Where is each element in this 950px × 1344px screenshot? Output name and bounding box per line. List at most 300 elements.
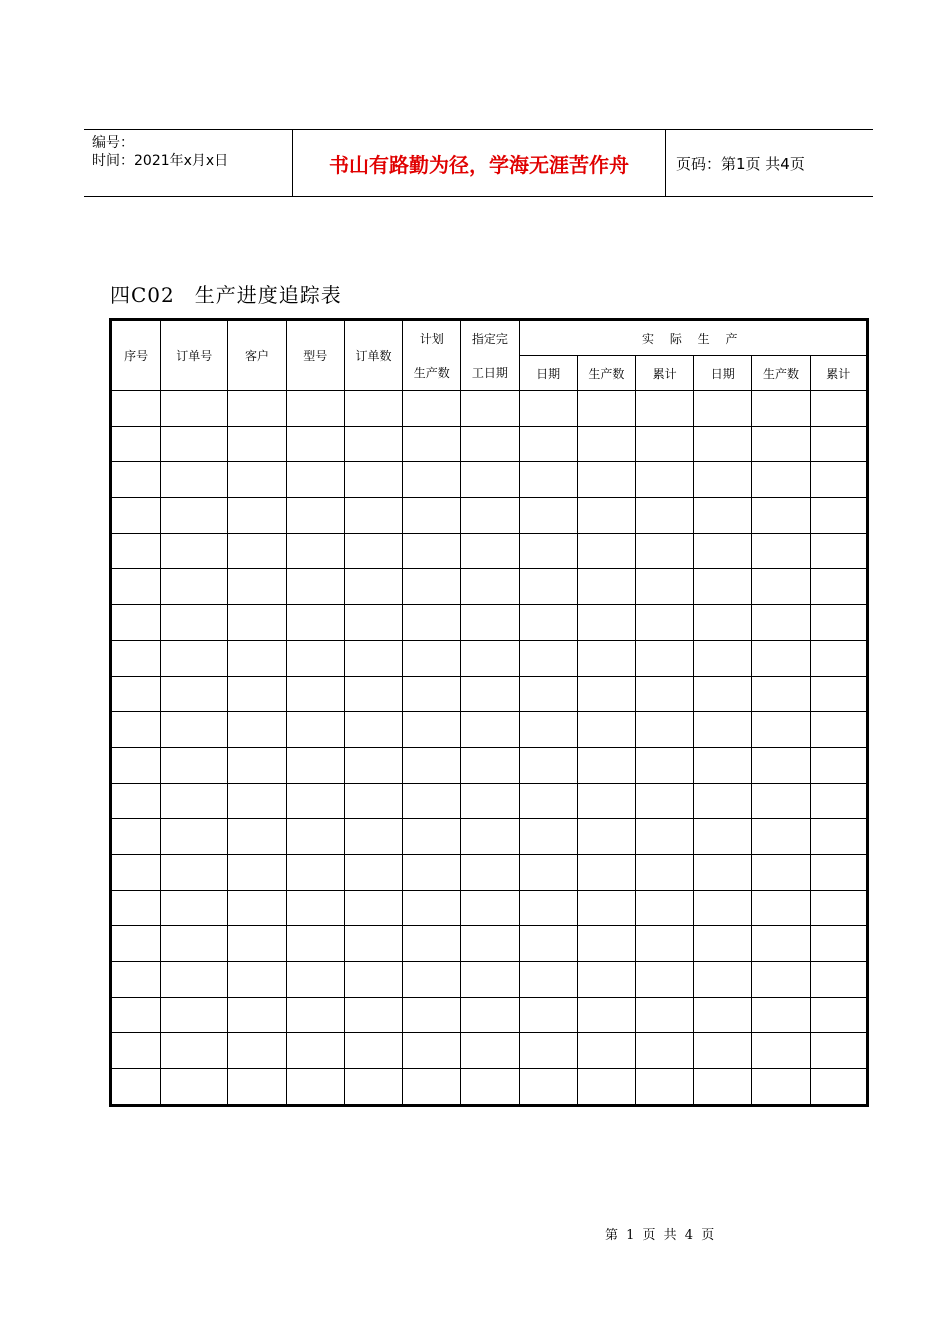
table-cell [461, 819, 519, 855]
table-cell [635, 498, 693, 534]
table-cell [694, 712, 752, 748]
table-cell [286, 391, 344, 427]
table-cell [228, 462, 286, 498]
col-header-sub-date: 日期 [694, 356, 752, 391]
table-cell [161, 783, 228, 819]
time-label: 时间：2021年x月x日 [92, 153, 229, 169]
table-cell [286, 462, 344, 498]
header-meta [84, 130, 293, 197]
table-cell [635, 533, 693, 569]
table-cell [161, 712, 228, 748]
table-cell [228, 640, 286, 676]
table-cell [810, 533, 867, 569]
table-row [111, 605, 868, 641]
table-cell [519, 926, 577, 962]
table-cell [286, 569, 344, 605]
table-cell [635, 747, 693, 783]
table-cell [286, 676, 344, 712]
table-row [111, 569, 868, 605]
table-cell [577, 533, 635, 569]
table-cell [519, 1069, 577, 1106]
table-cell [752, 462, 810, 498]
col-header-plan [403, 320, 461, 391]
col-header-sub-total: 累计 [810, 356, 867, 391]
col-header-actual: 实 际 生 产 [519, 320, 867, 356]
table-cell [228, 854, 286, 890]
table-cell [228, 533, 286, 569]
table-cell [519, 854, 577, 890]
table-cell [286, 1069, 344, 1106]
table-cell [577, 498, 635, 534]
table-cell [752, 640, 810, 676]
table-cell [111, 997, 161, 1033]
table-cell [577, 890, 635, 926]
table-cell [403, 712, 461, 748]
table-cell [228, 712, 286, 748]
table-cell [635, 712, 693, 748]
table-cell [344, 712, 402, 748]
table-cell [694, 783, 752, 819]
table-cell [111, 640, 161, 676]
table-cell [111, 426, 161, 462]
table-cell [161, 962, 228, 998]
table-cell [577, 997, 635, 1033]
table-cell [286, 926, 344, 962]
table-cell [403, 533, 461, 569]
table-cell [228, 962, 286, 998]
table-row [111, 997, 868, 1033]
table-cell [752, 890, 810, 926]
table-cell [461, 747, 519, 783]
table-cell [228, 783, 286, 819]
table-cell [752, 1069, 810, 1106]
table-cell [461, 712, 519, 748]
table-cell [519, 462, 577, 498]
table-cell [810, 1069, 867, 1106]
table-cell [286, 712, 344, 748]
table-cell [461, 605, 519, 641]
table-cell [344, 1033, 402, 1069]
table-cell [161, 569, 228, 605]
table-cell [111, 890, 161, 926]
table-cell [344, 605, 402, 641]
table-cell [810, 462, 867, 498]
table-cell [694, 605, 752, 641]
table-cell [344, 819, 402, 855]
table-cell [810, 819, 867, 855]
table-cell [111, 533, 161, 569]
table-row [111, 854, 868, 890]
table-cell [752, 391, 810, 427]
table-cell [577, 1033, 635, 1069]
table-row [111, 783, 868, 819]
table-cell [403, 962, 461, 998]
table-cell [461, 926, 519, 962]
table-cell [752, 533, 810, 569]
table-cell [228, 1069, 286, 1106]
table-cell [577, 747, 635, 783]
table-row [111, 712, 868, 748]
table-cell [228, 1033, 286, 1069]
col-header-order-no: 订单号 [161, 320, 228, 391]
table-cell [635, 854, 693, 890]
table-cell [810, 640, 867, 676]
table-cell [694, 890, 752, 926]
table-cell [752, 676, 810, 712]
table-cell [577, 926, 635, 962]
table-cell [752, 819, 810, 855]
table-cell [694, 640, 752, 676]
table-cell [111, 569, 161, 605]
table-cell [519, 605, 577, 641]
table-cell [403, 890, 461, 926]
table-cell [810, 890, 867, 926]
table-cell [344, 926, 402, 962]
table-cell [810, 747, 867, 783]
table-cell [577, 712, 635, 748]
table-cell [810, 926, 867, 962]
table-row [111, 426, 868, 462]
table-cell [577, 569, 635, 605]
table-cell [344, 747, 402, 783]
table-cell [694, 997, 752, 1033]
table-cell [461, 426, 519, 462]
number-label: 编号： [92, 135, 134, 151]
table-row [111, 1033, 868, 1069]
document-title [110, 279, 342, 308]
table-cell [403, 640, 461, 676]
table-cell [694, 569, 752, 605]
table-cell [810, 712, 867, 748]
table-cell [461, 498, 519, 534]
table-cell [344, 498, 402, 534]
table-cell [694, 1033, 752, 1069]
table-cell [111, 1069, 161, 1106]
table-cell [161, 747, 228, 783]
table-row [111, 391, 868, 427]
table-cell [519, 640, 577, 676]
table-cell [577, 854, 635, 890]
table-cell [461, 890, 519, 926]
table-cell [577, 819, 635, 855]
table-cell [403, 783, 461, 819]
table-cell [286, 640, 344, 676]
table-cell [635, 676, 693, 712]
table-cell [161, 854, 228, 890]
table-cell [519, 1033, 577, 1069]
table-cell [111, 391, 161, 427]
table-cell [161, 1069, 228, 1106]
table-cell [635, 997, 693, 1033]
table-cell [111, 747, 161, 783]
table-row [111, 926, 868, 962]
table-row [111, 962, 868, 998]
table-cell [635, 462, 693, 498]
table-cell [403, 462, 461, 498]
table-cell [228, 997, 286, 1033]
table-cell [577, 962, 635, 998]
table-cell [344, 890, 402, 926]
table-cell [810, 676, 867, 712]
table-cell [519, 676, 577, 712]
table-cell [403, 426, 461, 462]
table-cell [752, 712, 810, 748]
table-cell [344, 462, 402, 498]
table-cell [286, 747, 344, 783]
table-cell [461, 962, 519, 998]
table-cell [228, 926, 286, 962]
table-cell [519, 569, 577, 605]
table-cell [694, 819, 752, 855]
table-cell [577, 391, 635, 427]
table-cell [286, 533, 344, 569]
table-cell [403, 747, 461, 783]
table-cell [635, 926, 693, 962]
table-cell [403, 854, 461, 890]
table-cell [752, 498, 810, 534]
table-cell [344, 962, 402, 998]
col-header-due [461, 320, 519, 391]
table-cell [635, 962, 693, 998]
table-cell [577, 426, 635, 462]
table-cell [752, 854, 810, 890]
table-cell [111, 712, 161, 748]
table-cell [403, 819, 461, 855]
table-cell [461, 1033, 519, 1069]
table-cell [635, 1069, 693, 1106]
table-cell [286, 854, 344, 890]
table-cell [461, 462, 519, 498]
table-cell [519, 783, 577, 819]
table-cell [344, 997, 402, 1033]
table-cell [752, 605, 810, 641]
table-cell [694, 962, 752, 998]
table-cell [344, 391, 402, 427]
table-cell [752, 783, 810, 819]
table-cell [810, 962, 867, 998]
col-header-plan-bottom: 生产数 [413, 366, 450, 380]
table-cell [161, 462, 228, 498]
table-row [111, 676, 868, 712]
table-cell [810, 1033, 867, 1069]
table-cell [111, 676, 161, 712]
motto: 书山有路勤为径，学海无涯苦作舟 [293, 130, 666, 197]
table-cell [161, 498, 228, 534]
table-cell [461, 783, 519, 819]
table-cell [635, 426, 693, 462]
table-cell [694, 854, 752, 890]
table-cell [810, 391, 867, 427]
table-cell [161, 926, 228, 962]
table-cell [461, 569, 519, 605]
table-cell [161, 819, 228, 855]
table-cell [694, 498, 752, 534]
table-cell [461, 676, 519, 712]
table-cell [286, 605, 344, 641]
table-cell [403, 391, 461, 427]
table-cell [461, 854, 519, 890]
table-row [111, 890, 868, 926]
table-cell [519, 962, 577, 998]
header-page-label: 页码：第1页 共4页 [676, 154, 805, 173]
table-cell [111, 962, 161, 998]
table-cell [111, 819, 161, 855]
col-header-plan-top: 计划 [419, 332, 444, 346]
progress-table [109, 318, 869, 1107]
table-cell [694, 1069, 752, 1106]
table-cell [161, 605, 228, 641]
table-cell [519, 712, 577, 748]
table-row [111, 819, 868, 855]
table-cell [111, 926, 161, 962]
table-cell [344, 569, 402, 605]
page-footer: 第 1 页 共 4 页 [605, 1228, 715, 1243]
col-header-due-top: 指定完 [471, 332, 508, 346]
table-cell [635, 819, 693, 855]
table-cell [286, 962, 344, 998]
table-cell [286, 498, 344, 534]
table-cell [694, 747, 752, 783]
table-cell [577, 640, 635, 676]
table-cell [111, 854, 161, 890]
table-cell [344, 783, 402, 819]
table-row [111, 1069, 868, 1106]
table-cell [810, 426, 867, 462]
table-cell [635, 890, 693, 926]
col-header-sub-total: 累计 [635, 356, 693, 391]
table-cell [161, 391, 228, 427]
table-cell [403, 1069, 461, 1106]
table-cell [752, 997, 810, 1033]
table-row [111, 640, 868, 676]
table-cell [694, 926, 752, 962]
table-cell [635, 640, 693, 676]
col-header-sub-qty: 生产数 [752, 356, 810, 391]
table-cell [344, 640, 402, 676]
table-cell [228, 426, 286, 462]
table-cell [461, 391, 519, 427]
document-header [84, 129, 873, 197]
table-cell [519, 819, 577, 855]
table-cell [519, 498, 577, 534]
table-cell [161, 426, 228, 462]
table-cell [752, 569, 810, 605]
table-cell [161, 997, 228, 1033]
table-cell [810, 783, 867, 819]
col-header-due-bottom: 工日期 [471, 366, 508, 380]
table-row [111, 747, 868, 783]
col-header-sub-qty: 生产数 [577, 356, 635, 391]
table-cell [344, 1069, 402, 1106]
table-cell [161, 640, 228, 676]
table-cell [694, 391, 752, 427]
table-cell [752, 926, 810, 962]
table-cell [635, 391, 693, 427]
col-header-order-qty: 订单数 [344, 320, 402, 391]
table-cell [519, 391, 577, 427]
table-row [111, 533, 868, 569]
table-cell [577, 783, 635, 819]
table-cell [286, 783, 344, 819]
table-cell [403, 676, 461, 712]
table-cell [461, 997, 519, 1033]
table-cell [403, 997, 461, 1033]
table-cell [403, 569, 461, 605]
table-cell [577, 605, 635, 641]
table-cell [161, 676, 228, 712]
table-cell [519, 997, 577, 1033]
table-cell [461, 640, 519, 676]
table-cell [810, 854, 867, 890]
table-cell [228, 605, 286, 641]
table-cell [694, 462, 752, 498]
table-cell [403, 926, 461, 962]
table-cell [111, 1033, 161, 1069]
table-cell [519, 890, 577, 926]
table-row [111, 462, 868, 498]
table-cell [228, 569, 286, 605]
table-cell [228, 391, 286, 427]
table-cell [161, 533, 228, 569]
table-cell [810, 569, 867, 605]
col-header-model: 型号 [286, 320, 344, 391]
table-cell [344, 854, 402, 890]
table-cell [228, 747, 286, 783]
table-cell [286, 819, 344, 855]
table-cell [111, 605, 161, 641]
table-cell [519, 533, 577, 569]
table-cell [461, 1069, 519, 1106]
table-cell [752, 426, 810, 462]
table-cell [519, 426, 577, 462]
table-cell [344, 426, 402, 462]
table-cell [461, 533, 519, 569]
table-cell [694, 676, 752, 712]
col-header-seq: 序号 [111, 320, 161, 391]
table-cell [286, 1033, 344, 1069]
table-cell [752, 962, 810, 998]
table-cell [635, 783, 693, 819]
table-cell [228, 498, 286, 534]
table-cell [577, 1069, 635, 1106]
table-cell [228, 890, 286, 926]
table-cell [810, 498, 867, 534]
table-cell [344, 533, 402, 569]
col-header-sub-date: 日期 [519, 356, 577, 391]
table-cell [635, 605, 693, 641]
table-cell [752, 747, 810, 783]
table-cell [228, 819, 286, 855]
table-cell [635, 569, 693, 605]
table-cell [635, 1033, 693, 1069]
table-cell [111, 462, 161, 498]
table-cell [694, 426, 752, 462]
table-cell [111, 783, 161, 819]
table-cell [228, 676, 286, 712]
table-cell [752, 1033, 810, 1069]
table-cell [694, 533, 752, 569]
document-code: 四C02 [110, 283, 175, 307]
table-cell [286, 890, 344, 926]
table-cell [519, 747, 577, 783]
col-header-customer: 客户 [228, 320, 286, 391]
table-cell [286, 426, 344, 462]
table-cell [161, 890, 228, 926]
table-cell [810, 997, 867, 1033]
table-cell [403, 605, 461, 641]
table-cell [161, 1033, 228, 1069]
table-cell [577, 462, 635, 498]
